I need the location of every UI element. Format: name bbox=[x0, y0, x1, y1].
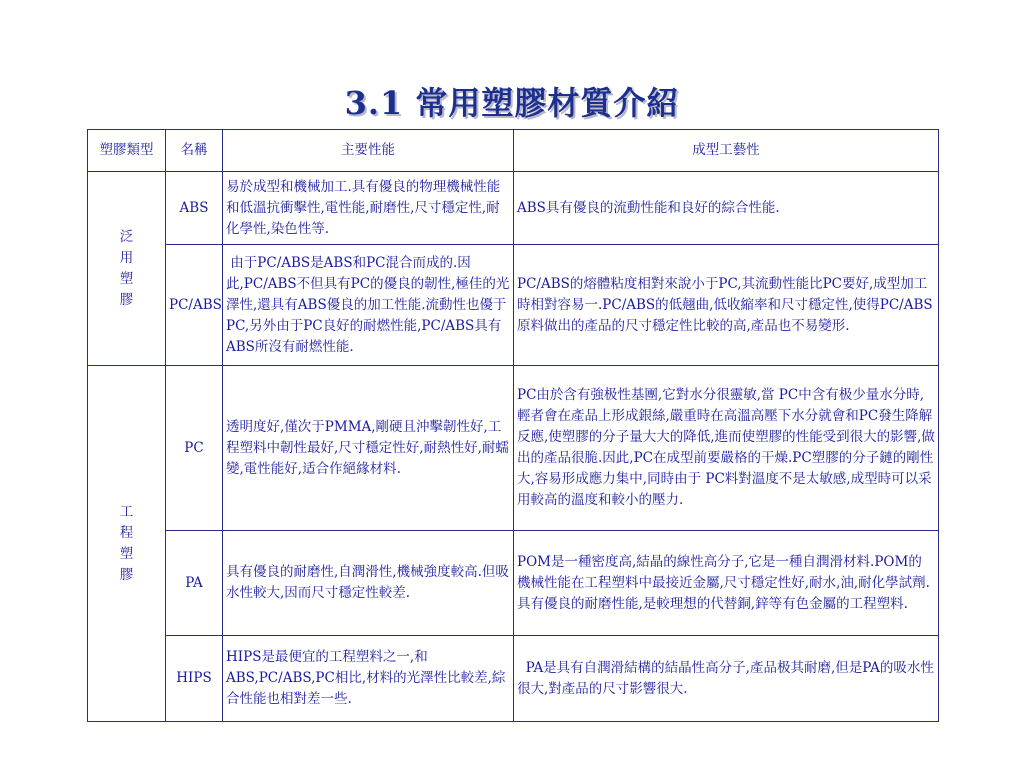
material-name: ABS bbox=[166, 172, 223, 245]
table-row bbox=[88, 172, 939, 245]
material-performance: HIPS是最便宜的工程塑料之一,和ABS,PC/ABS,PC相比,材料的光澤性比較差,綜合性能也相對差一些. bbox=[223, 636, 514, 722]
header-performance: 主要性能 bbox=[223, 130, 514, 172]
table-row bbox=[88, 531, 939, 636]
header-process: 成型工藝性 bbox=[514, 130, 939, 172]
material-performance: 具有優良的耐磨性,自潤滑性,機械強度較高.但吸水性較大,因而尺寸穩定性較差. bbox=[223, 531, 514, 636]
group-cell-general bbox=[88, 172, 166, 366]
material-process: PC由於含有強极性基團,它對水分很靈敏,當 PC中含有极少量水分時,輕者會在產品上形成銀絲,嚴重時在高溫高壓下水分就會和PC發生降解反應,使塑膠的分子量大大的降低,進而使塑膠的性能受到很大的影響,做出的產品很脆.因此,PC在成型前要嚴格的干燥.PC塑膠的分子鏈的剛性大,容易形成應力集中,同時由于 PC料對溫度不是太敏感,成型時可以采用較高的溫度和較小的壓力. bbox=[514, 366, 939, 531]
materials-table bbox=[87, 129, 939, 722]
slide-title: 3.1 常用塑膠材質介紹 bbox=[344, 84, 680, 122]
material-name: PC/ABS bbox=[166, 245, 223, 366]
material-performance: 透明度好,僅次于PMMA,剛硬且沖擊韌性好,工程塑料中韌性最好,尺寸穩定性好,耐熱性好,耐蠕變,電性能好,适合作絕緣材料. bbox=[223, 366, 514, 531]
material-process: PA是具有自潤滑結構的結晶性高分子,產品极其耐磨,但是PA的吸水性很大,對產品的尺寸影響很大. bbox=[514, 636, 939, 722]
material-process: ABS具有優良的流動性能和良好的綜合性能. bbox=[514, 172, 939, 245]
material-process: POM是一種密度高,結晶的線性高分子,它是一種自潤滑材料.POM的機械性能在工程塑料中最接近金屬,尺寸穩定性好,耐水,油,耐化學試劑.具有優良的耐磨性能,是較理想的代替銅,鋅等有色金屬的工程塑料. bbox=[514, 531, 939, 636]
group-label-general: 泛用塑膠 bbox=[119, 228, 134, 308]
header-type: 塑膠類型 bbox=[88, 130, 166, 172]
material-name: PA bbox=[166, 531, 223, 636]
material-performance: 由于PC/ABS是ABS和PC混合而成的.因此,PC/ABS不但具有PC的優良的韌性,極佳的光澤性,還具有ABS優良的加工性能.流動性也優于PC,另外由于PC良好的耐燃性能,PC/ABS具有ABS所沒有耐燃性能. bbox=[223, 245, 514, 366]
table-row bbox=[88, 245, 939, 366]
material-name: PC bbox=[166, 366, 223, 531]
group-label-engineering: 工程塑膠 bbox=[119, 503, 134, 583]
material-performance: 易於成型和機械加工.具有優良的物理機械性能和低溫抗衝擊性,電性能,耐磨性,尺寸穩定性,耐化學性,染色性等. bbox=[223, 172, 514, 245]
table-row bbox=[88, 366, 939, 531]
material-process: PC/ABS的熔體粘度相對來說小于PC,其流動性能比PC要好,成型加工時相對容易一.PC/ABS的低翹曲,低收縮率和尺寸穩定性,使得PC/ABS原料做出的產品的尺寸穩定性比較的高,產品也不易變形. bbox=[514, 245, 939, 366]
table-row bbox=[88, 636, 939, 722]
group-cell-engineering bbox=[88, 366, 166, 722]
header-name: 名稱 bbox=[166, 130, 223, 172]
material-name: HIPS bbox=[166, 636, 223, 722]
table-header-row bbox=[88, 130, 939, 172]
